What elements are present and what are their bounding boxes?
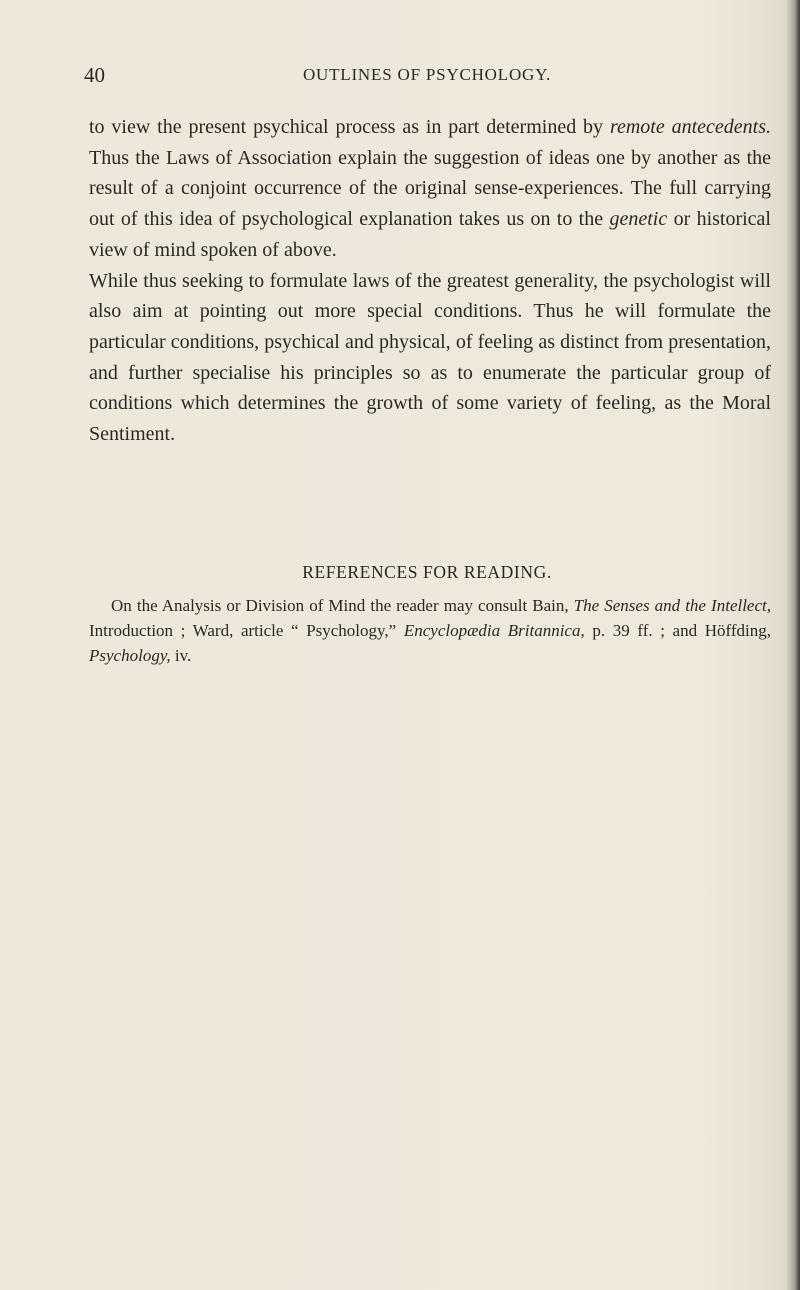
paragraph-1-part-a: to view the present psychical process as in part determined by	[89, 116, 610, 138]
references-italic-b: Encyclopædia Britannica,	[403, 621, 585, 640]
references-part-e: p. 39 ff. ; and Höffding,	[584, 621, 771, 640]
page-header	[84, 61, 770, 89]
references-part-c: Introduction ; Ward, article “ Psychology,”	[89, 621, 404, 640]
references-heading: REFERENCES FOR READING.	[302, 562, 552, 582]
references-italic-c: Psychology,	[89, 646, 171, 665]
paragraph-2: While thus seeking to formulate laws of the greatest generality, the psychologist will also aim at pointing out more special conditions. Thus he will formulate the particular conditions, psychical and physical, of feeling as distinct from presentation, and further specialise his principles so as to enumerate the particular group of conditions which determines the growth of some variety of feeling, as the Moral Sentiment.	[89, 269, 771, 446]
paragraph-1-part-e: or historical view of mind spoken of above.	[89, 208, 771, 261]
running-head: OUTLINES OF PSYCHOLOGY.	[302, 65, 552, 84]
page-number: 40	[84, 63, 105, 87]
references-text	[89, 593, 771, 668]
page-edge-shadow	[786, 0, 800, 1290]
paragraph-1-italic-b: genetic	[609, 208, 668, 231]
references-part-g: iv.	[170, 646, 192, 665]
paragraph-1-italic-a: remote antecedents.	[609, 116, 772, 138]
references-part-a: On the Analysis or Division of Mind the reader may consult Bain,	[111, 596, 574, 615]
paragraph-1	[89, 112, 771, 266]
references-italic-a: The Senses and the Intellect,	[573, 596, 771, 615]
body-text	[89, 112, 771, 450]
references-paragraph	[89, 593, 771, 668]
paragraph-1-part-c: Thus the Laws of Association explain the suggestion of ideas one by another as the result of a conjoint occurrence of the original sense-experiences. The full carrying out of this idea of psychological explanation takes us on to the	[89, 146, 771, 231]
